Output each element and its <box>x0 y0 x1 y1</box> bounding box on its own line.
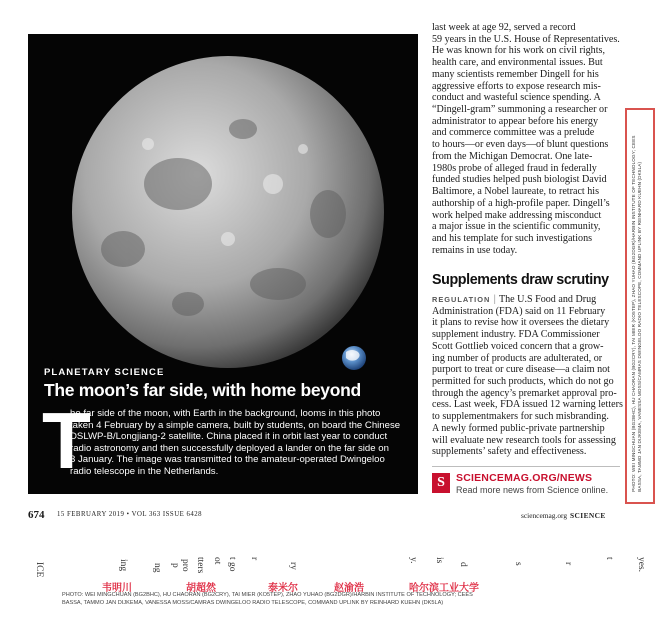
article-line: Baltimore, a Nobel laureate, to retract his <box>432 186 600 198</box>
moon-photo <box>28 34 418 494</box>
article-line: supplement industry. FDA Commissioner <box>432 329 600 341</box>
article-line: and his template for such investigations <box>432 232 593 244</box>
chinese-name-label: 泰米尔 <box>268 583 298 594</box>
article-line: cess. Last week, FDA issued 12 warning letters <box>432 399 623 411</box>
article-line: aggressive efforts to expose research mis- <box>432 80 601 92</box>
text-fragment: p <box>170 563 180 568</box>
regulation-label: REGULATION <box>432 295 491 304</box>
bottom-photo-credit <box>62 592 622 607</box>
chinese-institute-label: 哈尔滨工业大学 <box>409 583 479 594</box>
site-url: sciencemag.org <box>521 511 568 520</box>
chinese-name-label: 胡超然 <box>186 583 216 594</box>
photo-caption <box>70 408 410 478</box>
news-link[interactable]: SCIENCEMAG.ORG/NEWS <box>456 472 593 484</box>
article-line: 1980s probe of alleged fraud in federally <box>432 162 597 174</box>
article-line: to hours—or even days—of blunt questions <box>432 139 609 151</box>
article-line: “Dingell-gram” summoning a researcher or <box>432 104 608 116</box>
text-fragment: ng <box>152 563 162 573</box>
caption-line: radio telescope in the Netherlands. <box>70 465 219 477</box>
bottom-strip <box>0 528 661 628</box>
text-fragment: pro <box>180 559 190 572</box>
text-fragment: r <box>563 562 573 566</box>
text-fragment: yes. <box>636 557 646 573</box>
caption-line: radio astronomy and then successfully deployed a lander on the far side on <box>70 442 389 454</box>
article-line: to supplementmakers for such misbranding. <box>432 411 609 423</box>
text-fragment: y. <box>408 557 418 564</box>
article-line: ing number of products are adulterated, or <box>432 352 603 364</box>
caption-line: taken 4 February by a simple camera, built by students, on board the Chinese <box>70 419 401 431</box>
credit-line: PHOTO: WEI MINGCHUAN (BG2BHC), HU CHAORAN (BG2CRY), TAI MIER (KO5TEP), ZHAO YUHAO (BG2DGR)/HARBIN INSTITUTE OF TECHNOLOGY; CEES <box>62 592 473 598</box>
sciencemag-news-promo[interactable] <box>432 466 620 497</box>
text-fragment: tters <box>195 557 205 574</box>
article-line: 59 years in the U.S. House of Representatives. <box>432 33 620 45</box>
article-line: a major issue in the scientific community, <box>432 221 601 233</box>
article-line: Administration (FDA) said on 11 February <box>432 305 606 317</box>
article-line: supplements’ safety and effectiveness. <box>432 446 587 458</box>
science-logo-icon: S <box>432 473 450 493</box>
photo-credit-vertical <box>631 112 651 492</box>
credit-line: BASSA, TAMMO JAN DIJKEMA, VANESSA MOSS/CAMRAS DWINGELOO RADIO TELESCOPE, COMMAND UPLINK BY REINHARD KUEHN (DK5LA) <box>637 162 643 492</box>
article-line: work helped make addressing misconduct <box>432 209 602 221</box>
text-fragment: d <box>458 562 468 567</box>
article-line: Scott Gottlieb voiced concern that a grow- <box>432 340 604 352</box>
article-line: purport to treat or cure disease—a claim not <box>432 364 610 376</box>
article-line: remains in use today. <box>432 244 518 256</box>
article-line: will evaluate new research tools for assessing <box>432 434 616 446</box>
article-line: from the Michigan Democrat. One late- <box>432 150 593 162</box>
caption-line: he far side of the moon, with Earth in the background, looms in this photo <box>70 408 381 419</box>
article-line: administrator to appear before his energy <box>432 115 599 127</box>
news-subtitle: Read more news from Science online. <box>456 485 609 495</box>
text-fragment: ry <box>288 562 298 570</box>
first-line-text: The U.S Food and Drug <box>498 294 597 305</box>
credit-line: BASSA, TAMMO JAN DIJKEMA, VANESSA MOSS/CAMRAS DWINGELOO RADIO TELESCOPE, COMMAND UPLINK BY REINHARD KUEHN (DK5LA) <box>62 599 444 606</box>
text-fragment: s <box>513 562 523 566</box>
text-fragment: r <box>249 557 259 561</box>
supplements-first-line <box>432 294 622 306</box>
article-line: through the agency’s premarket approval pro- <box>432 387 617 399</box>
drop-cap: T <box>42 396 91 485</box>
issue-info: 15 FEBRUARY 2019 • VOL 363 ISSUE 6428 <box>57 511 203 518</box>
supplements-article <box>432 294 622 458</box>
photo-credit-highlight <box>625 108 655 504</box>
caption-line: 3 January. The image was transmitted to the amateur-operated Dwingeloo <box>70 454 385 466</box>
article-line: A newly formed public-private partnership <box>432 422 605 434</box>
label-separator: | <box>493 294 496 305</box>
article-line: authorship of a high-profile paper. Dingell’s <box>432 197 610 209</box>
section-kicker: PLANETARY SCIENCE <box>44 367 165 378</box>
article-line: conduct and wasteful science spending. A <box>432 92 601 104</box>
credit-line: PHOTO: WEI MINGCHUAN (BG2BHC), HU CHAORAN (BG2CRY), TAI MIER (KO5TEP), ZHAO YUHAO (BG2DGR)/HARBIN INSTITUTE OF TECHNOLOGY; CEES <box>631 135 636 492</box>
page-number: 674 <box>28 509 45 521</box>
caption-line: DSLWP-B/Longjiang-2 satellite. China placed it in orbit last year to conduct <box>70 431 388 443</box>
footer-site <box>521 511 606 520</box>
article-line: funded studies helped push biologist David <box>432 174 607 186</box>
text-fragment: t go <box>227 557 237 572</box>
magazine-name: SCIENCE <box>570 511 606 520</box>
chinese-name-label: 赵渝浩 <box>334 583 364 594</box>
text-fragment: is <box>434 557 444 564</box>
text-fragment: ing <box>118 559 128 572</box>
article-line: many scientists remember Dingell for his <box>432 68 599 80</box>
article-line: it plans to revise how it oversees the dietary <box>432 317 610 329</box>
dingell-article <box>432 22 622 256</box>
text-fragment: ot <box>212 557 222 565</box>
text-fragment: t <box>604 557 614 560</box>
article-line: permitted for such products, which do not go <box>432 376 614 388</box>
supplements-heading: Supplements draw scrutiny <box>432 272 609 288</box>
article-line: last week at age 92, served a record <box>432 22 576 33</box>
text-fragment: ICE <box>34 562 44 578</box>
article-line: health care, and environmental issues. But <box>432 57 603 69</box>
photo-headline: The moon’s far side, with home beyond <box>44 380 361 400</box>
article-line: and commerce committee was a prelude <box>432 127 595 139</box>
article-line: He was known for his work on civil rights, <box>432 45 605 57</box>
chinese-name-label: 韦明川 <box>102 583 132 594</box>
